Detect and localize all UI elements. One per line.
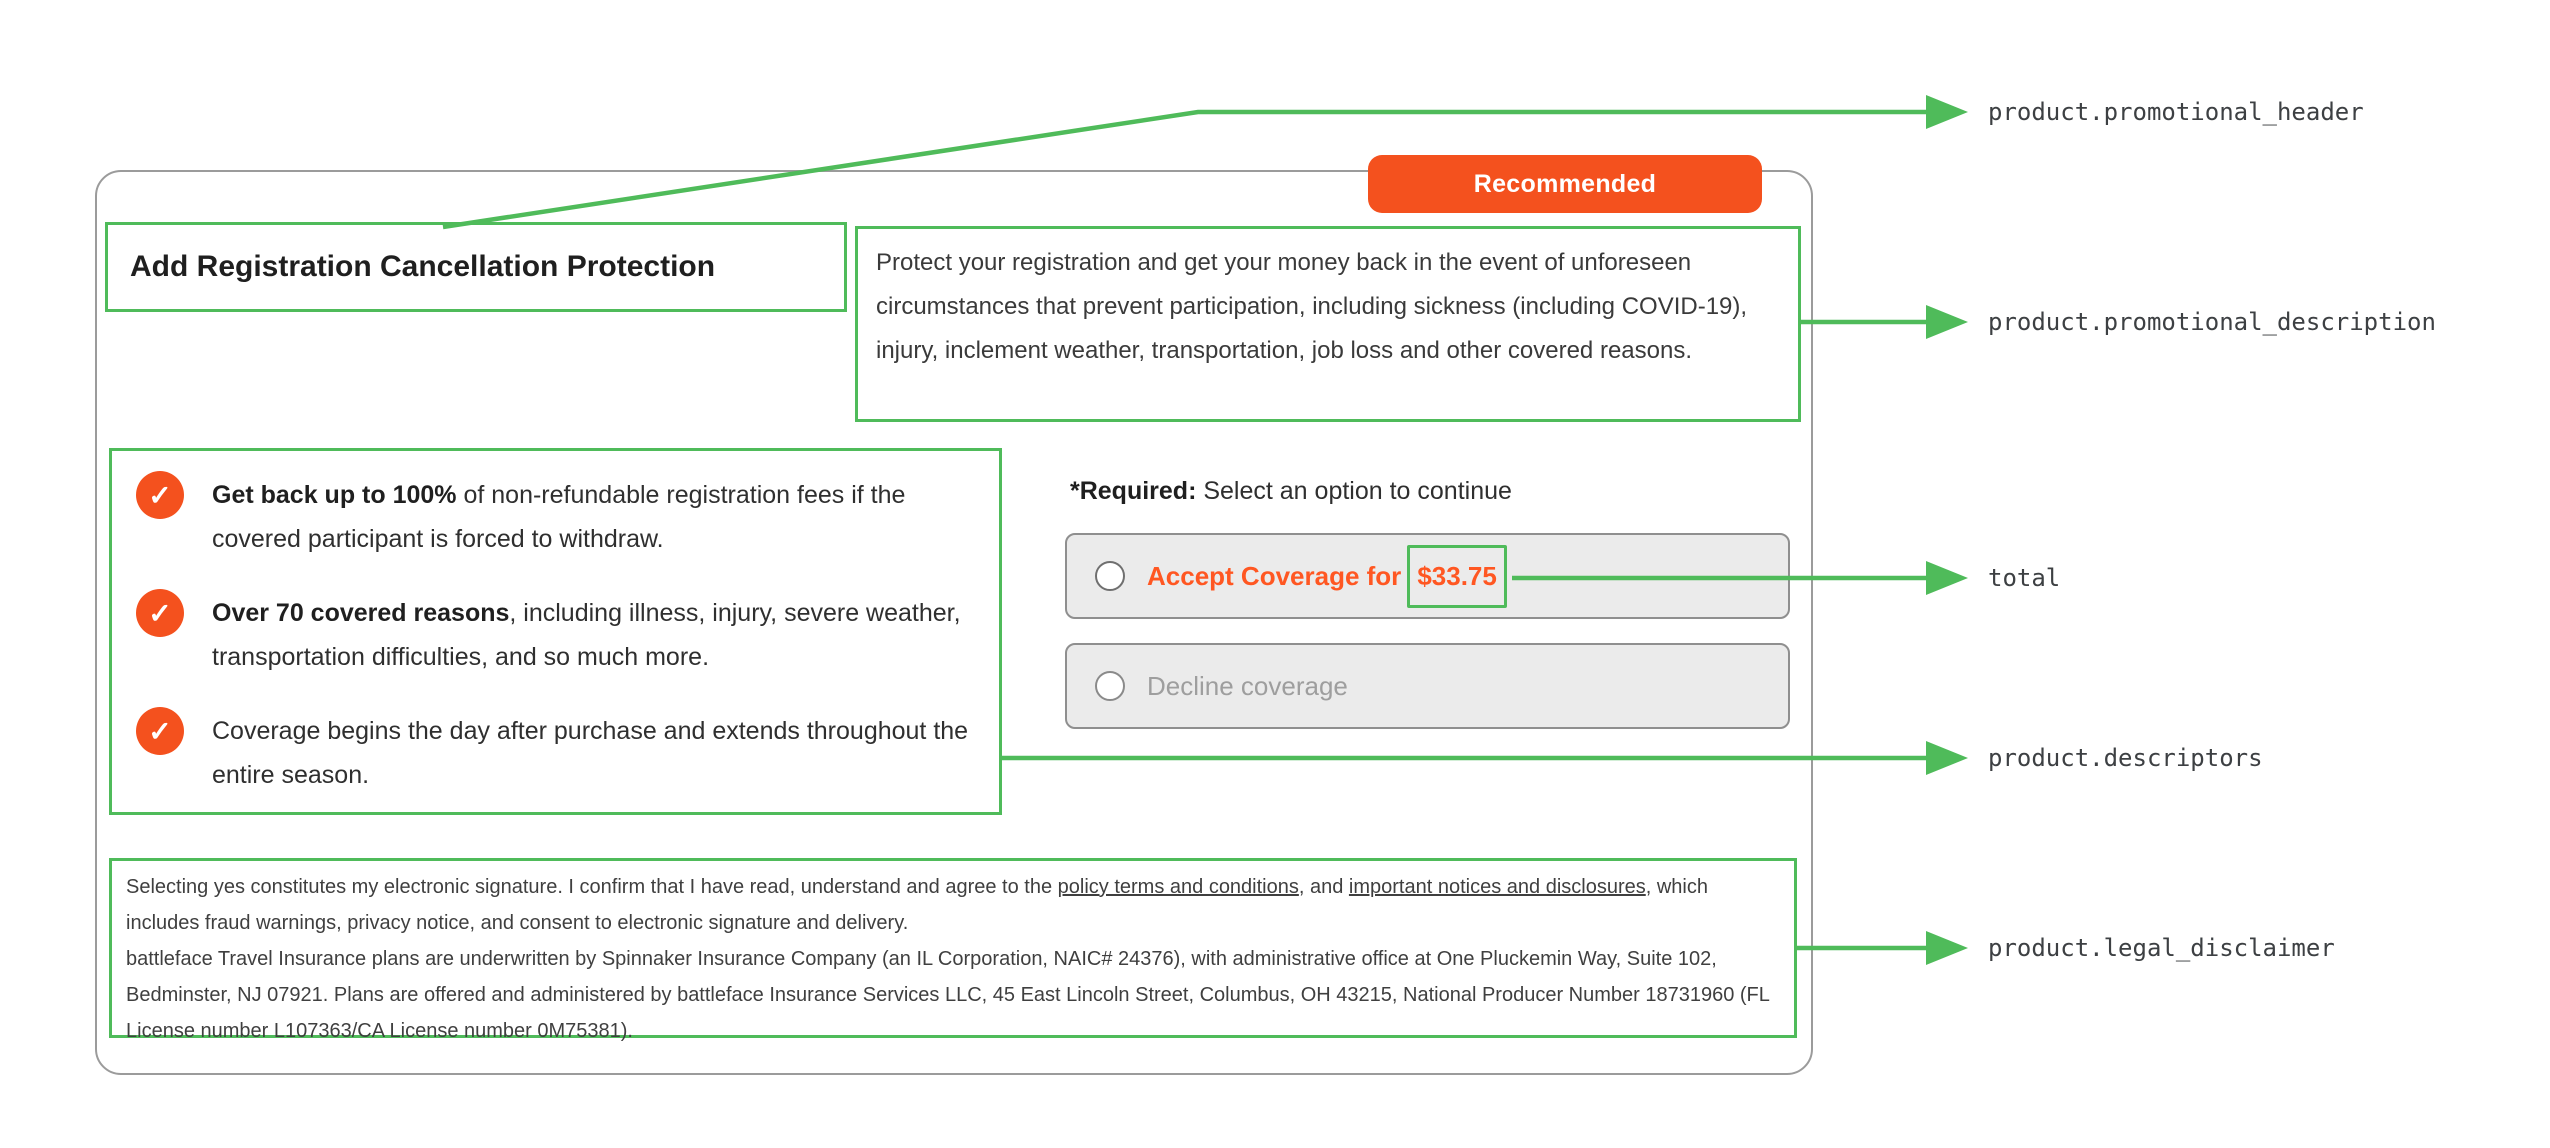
descriptor-bold: Get back up to 100% [212, 481, 457, 509]
promotional-header-text: Add Registration Cancellation Protection [130, 250, 716, 283]
recommended-badge-label: Recommended [1473, 169, 1657, 198]
descriptor-item [136, 473, 973, 561]
required-note-label: *Required: [1070, 477, 1197, 505]
legal-text: , and [1298, 876, 1349, 898]
product-promotional-description [855, 226, 1801, 422]
descriptor-rest: of non-refundable registration fees if the covered participant is forced to withdraw. [212, 481, 906, 553]
check-glyph: ✓ [148, 479, 172, 511]
legal-paragraph-1 [126, 869, 1780, 941]
descriptor-text [212, 709, 973, 797]
check-glyph: ✓ [148, 597, 172, 629]
descriptor-text [212, 473, 973, 561]
descriptor-rest: Coverage begins the day after purchase and extends throughout the entire season. [212, 717, 969, 789]
total-price: $33.75 [1417, 560, 1497, 591]
policy-terms-link[interactable]: policy terms and conditions [1057, 876, 1299, 898]
product-legal-disclaimer [109, 858, 1797, 1042]
product-offer-card [95, 170, 1813, 1075]
required-note-text: Select an option to continue [1196, 477, 1512, 505]
required-note [1070, 476, 1512, 506]
annotation-label-promotional-header: product.promotional_header [1988, 98, 2364, 126]
annotation-arrow-legal-disclaimer [1797, 931, 1968, 965]
legal-text: , which includes fraud warnings, privacy notice, and consent to electronic signature and delivery. [126, 876, 1708, 934]
descriptor-item [136, 591, 973, 679]
check-icon [136, 471, 184, 519]
legal-text: Selecting yes constitutes my electronic signature. I confirm that I have read, understand and agree to the [126, 876, 1058, 898]
check-icon [136, 589, 184, 637]
accept-coverage-label [1147, 545, 1507, 608]
descriptor-item [136, 709, 973, 797]
decline-radio-icon[interactable] [1095, 671, 1125, 701]
descriptor-text [212, 591, 973, 679]
recommended-badge [1368, 155, 1762, 213]
annotation-label-legal-disclaimer: product.legal_disclaimer [1988, 934, 2335, 962]
legal-paragraph-2: battleface Travel Insurance plans are underwritten by Spinnaker Insurance Company (an IL Corporation, NAIC# 24376), with administrative office at One Pluckemin Way, Suite 102, Bedminster, NJ 07921. Plans are offered and administered by battleface Insurance Services LLC, 45 East Lincoln Street, Columbus, OH 43215, National Producer Number 18731960 (FL License number L107363/CA License number 0M75381). [126, 948, 1770, 1042]
annotation-label-descriptors: product.descriptors [1988, 744, 2263, 772]
decline-coverage-label: Decline coverage [1147, 670, 1348, 701]
annotation-label-total: total [1988, 564, 2061, 592]
notices-disclosures-link[interactable]: important notices and disclosures [1348, 876, 1646, 898]
descriptor-bold: Over 70 covered reasons [212, 599, 510, 627]
product-promotional-header [105, 222, 847, 312]
check-glyph: ✓ [148, 715, 172, 747]
descriptor-rest: , including illness, injury, severe weather, transportation difficulties, and so much more. [212, 599, 961, 671]
accept-coverage-option[interactable] [1065, 533, 1790, 619]
check-icon [136, 707, 184, 755]
annotation-label-promotional-description: product.promotional_description [1988, 308, 2436, 336]
accept-radio-icon[interactable] [1095, 561, 1125, 591]
total-price-box [1407, 545, 1507, 608]
decline-coverage-option[interactable] [1065, 643, 1790, 729]
accept-coverage-prefix: Accept Coverage for [1147, 560, 1402, 591]
annotation-arrow-promotional-description [1799, 305, 1968, 339]
promotional-description-text: Protect your registration and get your money back in the event of unforeseen circumstances that prevent participation, including sickness (including COVID-19), injury, inclement weather, transportation, job loss and other covered reasons. [876, 249, 1748, 364]
product-descriptors [109, 448, 1002, 815]
